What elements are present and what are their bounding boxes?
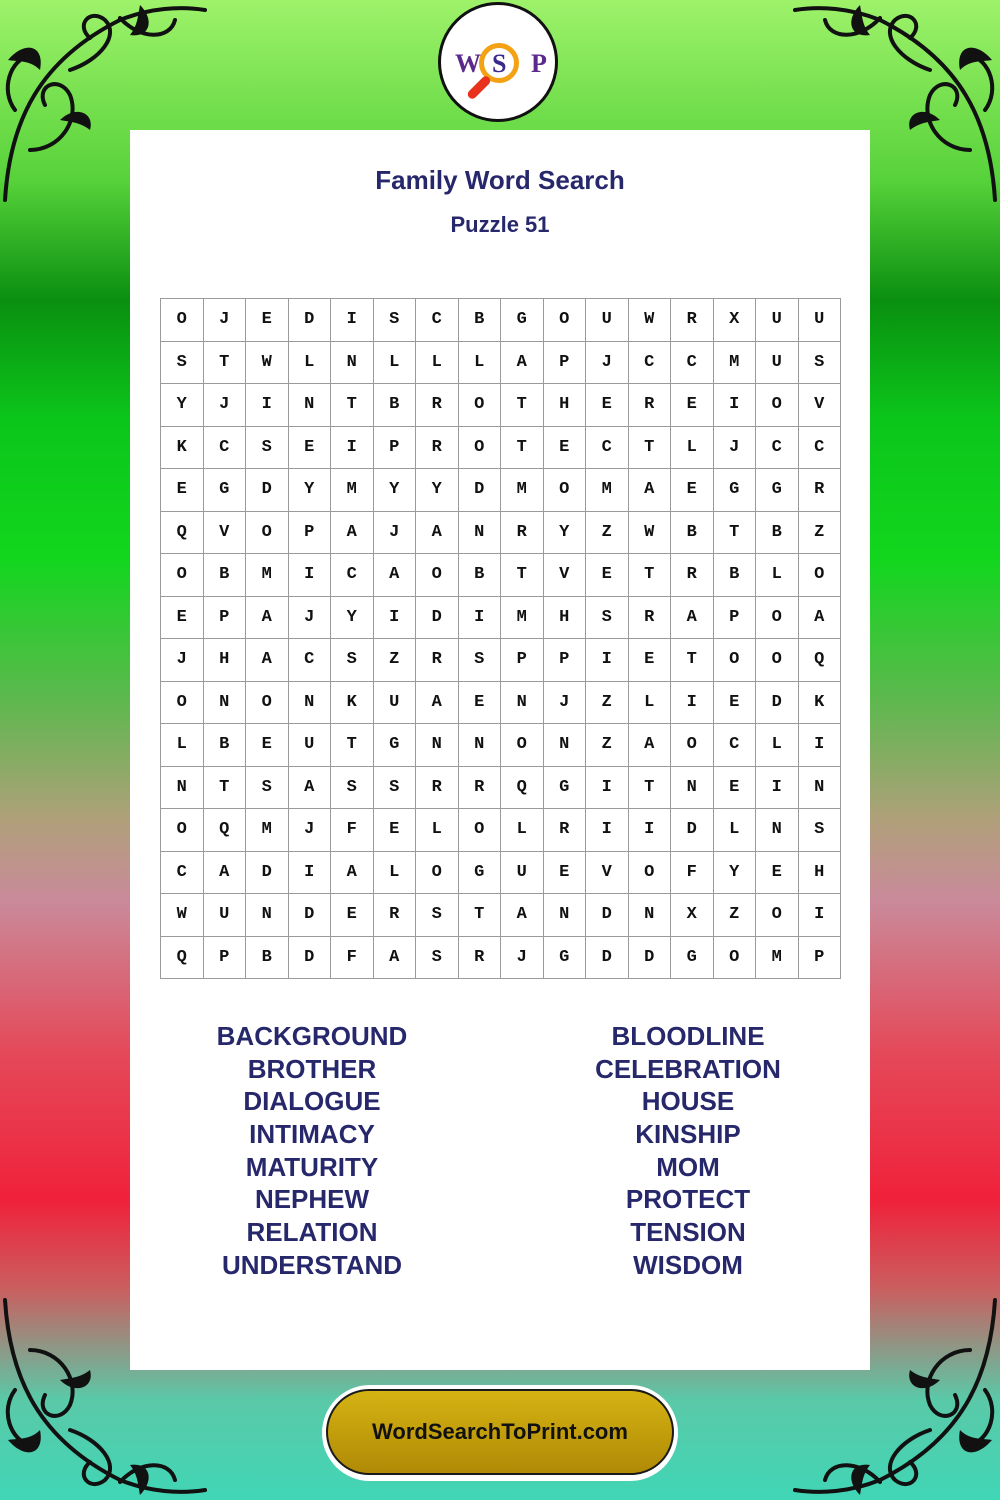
grid-cell[interactable]: Y (416, 469, 459, 512)
grid-cell[interactable]: A (629, 469, 672, 512)
grid-cell[interactable]: R (629, 384, 672, 427)
grid-cell[interactable]: I (246, 384, 289, 427)
grid-cell[interactable]: D (289, 299, 332, 342)
grid-cell[interactable]: C (714, 724, 757, 767)
grid-cell[interactable]: U (374, 682, 417, 725)
grid-cell[interactable]: Y (544, 512, 587, 555)
word-list-item: INTIMACY (249, 1119, 375, 1150)
grid-cell[interactable]: R (416, 427, 459, 470)
grid-cell[interactable]: O (246, 682, 289, 725)
site-name: WordSearchToPrint.com (372, 1419, 628, 1444)
grid-cell[interactable]: O (544, 469, 587, 512)
grid-cell[interactable]: A (416, 682, 459, 725)
grid-cell[interactable]: L (629, 682, 672, 725)
grid-cell[interactable]: N (289, 682, 332, 725)
grid-cell[interactable]: E (331, 894, 374, 937)
grid-cell[interactable]: D (629, 937, 672, 980)
grid-cell[interactable]: M (331, 469, 374, 512)
grid-cell[interactable]: B (671, 512, 714, 555)
grid-cell[interactable]: V (799, 384, 842, 427)
grid-cell[interactable]: P (544, 639, 587, 682)
grid-cell[interactable]: A (374, 554, 417, 597)
grid-cell[interactable]: D (289, 937, 332, 980)
grid-cell[interactable]: A (416, 512, 459, 555)
grid-cell[interactable]: I (459, 597, 502, 640)
grid-cell[interactable]: Y (289, 469, 332, 512)
grid-cell[interactable]: D (586, 894, 629, 937)
grid-cell[interactable]: Y (161, 384, 204, 427)
grid-cell[interactable]: E (459, 682, 502, 725)
grid-cell[interactable]: A (671, 597, 714, 640)
grid-cell[interactable]: R (416, 384, 459, 427)
grid-cell[interactable]: F (331, 809, 374, 852)
grid-cell[interactable]: G (756, 469, 799, 512)
grid-cell[interactable]: R (544, 809, 587, 852)
grid-cell[interactable]: L (374, 342, 417, 385)
grid-cell[interactable]: P (799, 937, 842, 980)
grid-cell[interactable]: O (501, 724, 544, 767)
grid-cell[interactable]: E (161, 597, 204, 640)
grid-cell[interactable]: P (289, 512, 332, 555)
grid-cell[interactable]: J (544, 682, 587, 725)
grid-cell[interactable]: C (204, 427, 247, 470)
grid-cell[interactable]: K (799, 682, 842, 725)
letter-grid (160, 298, 841, 979)
grid-cell[interactable]: H (544, 597, 587, 640)
grid-cell[interactable]: Z (586, 682, 629, 725)
grid-cell[interactable]: L (416, 342, 459, 385)
grid-cell[interactable]: L (416, 809, 459, 852)
grid-cell[interactable]: Z (586, 512, 629, 555)
grid-cell[interactable]: A (289, 767, 332, 810)
grid-cell[interactable]: O (756, 597, 799, 640)
grid-cell[interactable]: R (671, 299, 714, 342)
grid-cell[interactable]: E (246, 724, 289, 767)
grid-cell[interactable]: L (459, 342, 502, 385)
grid-cell[interactable]: C (799, 427, 842, 470)
word-list-item: PROTECT (625, 1184, 751, 1215)
grid-cell[interactable]: K (331, 682, 374, 725)
grid-cell[interactable]: D (459, 469, 502, 512)
grid-cell[interactable]: L (756, 724, 799, 767)
grid-cell[interactable]: E (714, 767, 757, 810)
grid-cell[interactable]: O (459, 809, 502, 852)
grid-cell[interactable]: R (459, 937, 502, 980)
grid-cell[interactable]: L (161, 724, 204, 767)
grid-cell[interactable]: E (544, 427, 587, 470)
word-list-item: RELATION (246, 1217, 378, 1248)
grid-cell[interactable]: Z (374, 639, 417, 682)
grid-cell[interactable]: F (671, 852, 714, 895)
grid-cell[interactable]: A (246, 639, 289, 682)
word-list-item: UNDERSTAND (221, 1249, 403, 1280)
grid-cell[interactable]: I (586, 809, 629, 852)
grid-cell[interactable]: P (374, 427, 417, 470)
grid-cell[interactable]: D (246, 852, 289, 895)
grid-cell[interactable]: O (161, 299, 204, 342)
grid-cell[interactable]: T (629, 767, 672, 810)
grid-cell[interactable]: O (246, 512, 289, 555)
grid-cell[interactable]: T (501, 427, 544, 470)
grid-cell[interactable]: J (501, 937, 544, 980)
grid-cell[interactable]: O (459, 427, 502, 470)
grid-cell[interactable]: T (501, 554, 544, 597)
grid-cell[interactable]: O (714, 639, 757, 682)
grid-cell[interactable]: P (501, 639, 544, 682)
grid-cell[interactable]: A (501, 894, 544, 937)
grid-cell[interactable]: S (459, 639, 502, 682)
grid-cell[interactable]: N (799, 767, 842, 810)
grid-cell[interactable]: V (544, 554, 587, 597)
grid-cell[interactable]: R (799, 469, 842, 512)
grid-cell[interactable]: I (756, 767, 799, 810)
grid-cell[interactable]: T (204, 767, 247, 810)
grid-cell[interactable]: P (204, 937, 247, 980)
grid-cell[interactable]: H (799, 852, 842, 895)
grid-cell[interactable]: U (756, 299, 799, 342)
grid-cell[interactable]: M (756, 937, 799, 980)
grid-cell[interactable]: U (586, 299, 629, 342)
grid-cell[interactable]: E (289, 427, 332, 470)
grid-cell[interactable]: G (501, 299, 544, 342)
grid-cell[interactable]: S (416, 937, 459, 980)
grid-cell[interactable]: J (714, 427, 757, 470)
grid-cell[interactable]: O (629, 852, 672, 895)
grid-cell[interactable]: G (204, 469, 247, 512)
word-list-item: KINSHIP (635, 1119, 741, 1150)
word-list-item: TENSION (630, 1217, 746, 1248)
grid-cell[interactable]: Z (714, 894, 757, 937)
puzzle-panel (130, 130, 870, 1370)
grid-cell[interactable]: G (544, 767, 587, 810)
grid-cell[interactable]: M (714, 342, 757, 385)
grid-cell[interactable]: J (204, 299, 247, 342)
word-list-item: MOM (656, 1151, 720, 1182)
grid-cell[interactable]: S (246, 427, 289, 470)
grid-cell[interactable]: K (161, 427, 204, 470)
grid-cell[interactable]: T (671, 639, 714, 682)
grid-cell[interactable]: I (799, 894, 842, 937)
grid-cell[interactable]: H (544, 384, 587, 427)
grid-cell[interactable]: I (289, 554, 332, 597)
grid-cell[interactable]: D (586, 937, 629, 980)
word-list-item: NEPHEW (254, 1184, 370, 1215)
word-list-item: WISDOM (633, 1249, 743, 1280)
word-list-item: CELEBRATION (595, 1053, 781, 1084)
grid-cell[interactable]: Q (161, 512, 204, 555)
grid-cell[interactable]: O (459, 384, 502, 427)
grid-cell[interactable]: Y (714, 852, 757, 895)
grid-cell[interactable]: A (331, 512, 374, 555)
grid-cell[interactable]: N (161, 767, 204, 810)
grid-cell[interactable]: G (374, 724, 417, 767)
grid-cell[interactable]: T (459, 894, 502, 937)
logo-letter-w: W (455, 49, 481, 78)
grid-cell[interactable]: O (756, 384, 799, 427)
grid-cell[interactable]: N (416, 724, 459, 767)
grid-cell[interactable]: O (161, 682, 204, 725)
grid-cell[interactable]: H (204, 639, 247, 682)
word-list-left (162, 1020, 462, 1282)
grid-cell[interactable]: O (416, 852, 459, 895)
wsp-logo[interactable] (438, 2, 558, 122)
grid-cell[interactable]: C (416, 299, 459, 342)
grid-cell[interactable]: N (629, 894, 672, 937)
grid-cell[interactable]: S (799, 342, 842, 385)
grid-cell[interactable]: S (161, 342, 204, 385)
grid-cell[interactable]: U (799, 299, 842, 342)
grid-cell[interactable]: W (629, 512, 672, 555)
logo-letter-p: P (531, 49, 547, 78)
grid-cell[interactable]: A (501, 342, 544, 385)
grid-cell[interactable]: L (671, 427, 714, 470)
grid-cell[interactable]: C (756, 427, 799, 470)
grid-cell[interactable]: O (161, 809, 204, 852)
grid-cell[interactable]: X (671, 894, 714, 937)
grid-cell[interactable]: G (671, 937, 714, 980)
grid-cell[interactable]: J (161, 639, 204, 682)
grid-cell[interactable]: N (671, 767, 714, 810)
grid-cell[interactable]: E (544, 852, 587, 895)
grid-cell[interactable]: I (586, 767, 629, 810)
grid-cell[interactable]: U (204, 894, 247, 937)
grid-cell[interactable]: T (331, 724, 374, 767)
grid-cell[interactable]: T (629, 427, 672, 470)
word-list-right (538, 1020, 838, 1282)
grid-cell[interactable]: T (331, 384, 374, 427)
grid-cell[interactable]: D (756, 682, 799, 725)
grid-cell[interactable]: N (501, 682, 544, 725)
grid-cell[interactable]: O (671, 724, 714, 767)
grid-cell[interactable]: E (756, 852, 799, 895)
grid-cell[interactable]: Z (799, 512, 842, 555)
grid-cell[interactable]: I (374, 597, 417, 640)
grid-cell[interactable]: B (246, 937, 289, 980)
word-list-item: BACKGROUND (216, 1021, 408, 1051)
word-list-item: DIALOGUE (243, 1086, 381, 1117)
site-link-button[interactable] (326, 1389, 674, 1475)
grid-cell[interactable]: T (204, 342, 247, 385)
word-list-item: HOUSE (641, 1086, 735, 1117)
page-title: Family Word Search (375, 165, 625, 195)
word-list-item: BROTHER (247, 1053, 377, 1084)
grid-cell[interactable]: T (629, 554, 672, 597)
grid-cell[interactable]: U (756, 342, 799, 385)
grid-cell[interactable]: B (374, 384, 417, 427)
grid-cell[interactable]: W (161, 894, 204, 937)
grid-cell[interactable]: O (714, 937, 757, 980)
grid-cell[interactable]: N (289, 384, 332, 427)
grid-cell[interactable]: O (161, 554, 204, 597)
grid-cell[interactable]: Q (204, 809, 247, 852)
grid-cell[interactable]: E (374, 809, 417, 852)
grid-cell[interactable]: D (246, 469, 289, 512)
grid-cell[interactable]: I (586, 639, 629, 682)
grid-cell[interactable]: B (459, 554, 502, 597)
grid-cell[interactable]: M (586, 469, 629, 512)
grid-cell[interactable]: I (331, 299, 374, 342)
grid-cell[interactable]: B (204, 554, 247, 597)
grid-cell[interactable]: I (671, 682, 714, 725)
grid-cell[interactable]: L (501, 809, 544, 852)
grid-cell[interactable]: I (629, 809, 672, 852)
grid-cell[interactable]: N (459, 724, 502, 767)
grid-cell[interactable]: B (459, 299, 502, 342)
grid-cell[interactable]: B (204, 724, 247, 767)
puzzle-number: Puzzle 51 (450, 212, 550, 237)
grid-cell[interactable]: A (799, 597, 842, 640)
grid-cell[interactable]: N (204, 682, 247, 725)
grid-cell[interactable]: Y (331, 597, 374, 640)
grid-cell[interactable]: O (756, 894, 799, 937)
grid-cell[interactable]: X (714, 299, 757, 342)
grid-cell[interactable]: A (629, 724, 672, 767)
grid-cell[interactable]: M (501, 597, 544, 640)
grid-cell[interactable]: J (289, 809, 332, 852)
grid-cell[interactable]: E (246, 299, 289, 342)
grid-cell[interactable]: C (629, 342, 672, 385)
grid-cell[interactable]: M (246, 554, 289, 597)
grid-cell[interactable]: N (544, 894, 587, 937)
grid-cell[interactable]: I (289, 852, 332, 895)
grid-cell[interactable]: C (586, 427, 629, 470)
grid-cell[interactable]: V (586, 852, 629, 895)
grid-cell[interactable]: J (374, 512, 417, 555)
grid-cell[interactable]: S (331, 639, 374, 682)
grid-cell[interactable]: A (204, 852, 247, 895)
grid-cell[interactable]: U (501, 852, 544, 895)
grid-cell[interactable]: P (204, 597, 247, 640)
grid-cell[interactable]: N (246, 894, 289, 937)
grid-cell[interactable]: L (756, 554, 799, 597)
grid-cell[interactable]: W (246, 342, 289, 385)
grid-cell[interactable]: I (331, 427, 374, 470)
grid-cell[interactable]: E (586, 554, 629, 597)
grid-cell[interactable]: S (586, 597, 629, 640)
grid-cell[interactable]: J (204, 384, 247, 427)
grid-cell[interactable]: Q (799, 639, 842, 682)
grid-cell[interactable]: R (416, 767, 459, 810)
grid-cell[interactable]: E (161, 469, 204, 512)
grid-cell[interactable]: A (246, 597, 289, 640)
grid-cell[interactable]: R (459, 767, 502, 810)
grid-cell[interactable]: D (289, 894, 332, 937)
grid-cell[interactable]: F (331, 937, 374, 980)
grid-cell[interactable]: J (289, 597, 332, 640)
grid-cell[interactable]: N (331, 342, 374, 385)
grid-cell[interactable]: S (374, 767, 417, 810)
grid-cell[interactable]: C (289, 639, 332, 682)
grid-cell[interactable]: O (544, 299, 587, 342)
grid-cell[interactable]: R (629, 597, 672, 640)
grid-cell[interactable]: D (671, 809, 714, 852)
grid-cell[interactable]: Z (586, 724, 629, 767)
grid-cell[interactable]: B (714, 554, 757, 597)
grid-cell[interactable]: I (799, 724, 842, 767)
grid-cell[interactable]: N (756, 809, 799, 852)
grid-cell[interactable]: P (544, 342, 587, 385)
grid-cell[interactable]: E (671, 469, 714, 512)
grid-cell[interactable]: G (544, 937, 587, 980)
grid-cell[interactable]: S (246, 767, 289, 810)
grid-cell[interactable]: C (331, 554, 374, 597)
grid-cell[interactable]: L (374, 852, 417, 895)
grid-cell[interactable]: Q (501, 767, 544, 810)
grid-cell[interactable]: B (756, 512, 799, 555)
grid-cell[interactable]: D (416, 597, 459, 640)
grid-cell[interactable]: J (586, 342, 629, 385)
grid-cell[interactable]: T (501, 384, 544, 427)
grid-cell[interactable]: G (714, 469, 757, 512)
grid-cell[interactable]: A (331, 852, 374, 895)
grid-cell[interactable]: W (629, 299, 672, 342)
grid-cell[interactable]: P (714, 597, 757, 640)
grid-cell[interactable]: E (714, 682, 757, 725)
grid-cell[interactable]: L (289, 342, 332, 385)
word-list-item: BLOODLINE (611, 1021, 765, 1051)
grid-cell[interactable]: E (629, 639, 672, 682)
grid-cell[interactable]: Y (374, 469, 417, 512)
grid-cell[interactable]: R (374, 894, 417, 937)
grid-cell[interactable]: I (714, 384, 757, 427)
grid-cell[interactable]: S (374, 299, 417, 342)
grid-cell[interactable]: L (714, 809, 757, 852)
grid-cell[interactable]: C (671, 342, 714, 385)
grid-cell[interactable]: E (586, 384, 629, 427)
grid-cell[interactable]: A (374, 937, 417, 980)
grid-cell[interactable]: U (289, 724, 332, 767)
logo-letter-s: S (492, 49, 507, 78)
grid-cell[interactable]: O (756, 639, 799, 682)
grid-cell[interactable]: O (799, 554, 842, 597)
grid-cell[interactable]: N (459, 512, 502, 555)
grid-cell[interactable]: M (246, 809, 289, 852)
word-list-item: MATURITY (245, 1151, 379, 1182)
grid-cell[interactable]: V (204, 512, 247, 555)
grid-cell[interactable]: S (331, 767, 374, 810)
grid-cell[interactable]: R (416, 639, 459, 682)
grid-cell[interactable]: R (501, 512, 544, 555)
grid-cell[interactable]: E (671, 384, 714, 427)
grid-cell[interactable]: C (161, 852, 204, 895)
grid-cell[interactable]: G (459, 852, 502, 895)
grid-cell[interactable]: S (416, 894, 459, 937)
grid-cell[interactable]: T (714, 512, 757, 555)
grid-cell[interactable]: Q (161, 937, 204, 980)
grid-cell[interactable]: N (544, 724, 587, 767)
grid-cell[interactable]: O (416, 554, 459, 597)
grid-cell[interactable]: M (501, 469, 544, 512)
grid-cell[interactable]: S (799, 809, 842, 852)
grid-cell[interactable]: R (671, 554, 714, 597)
